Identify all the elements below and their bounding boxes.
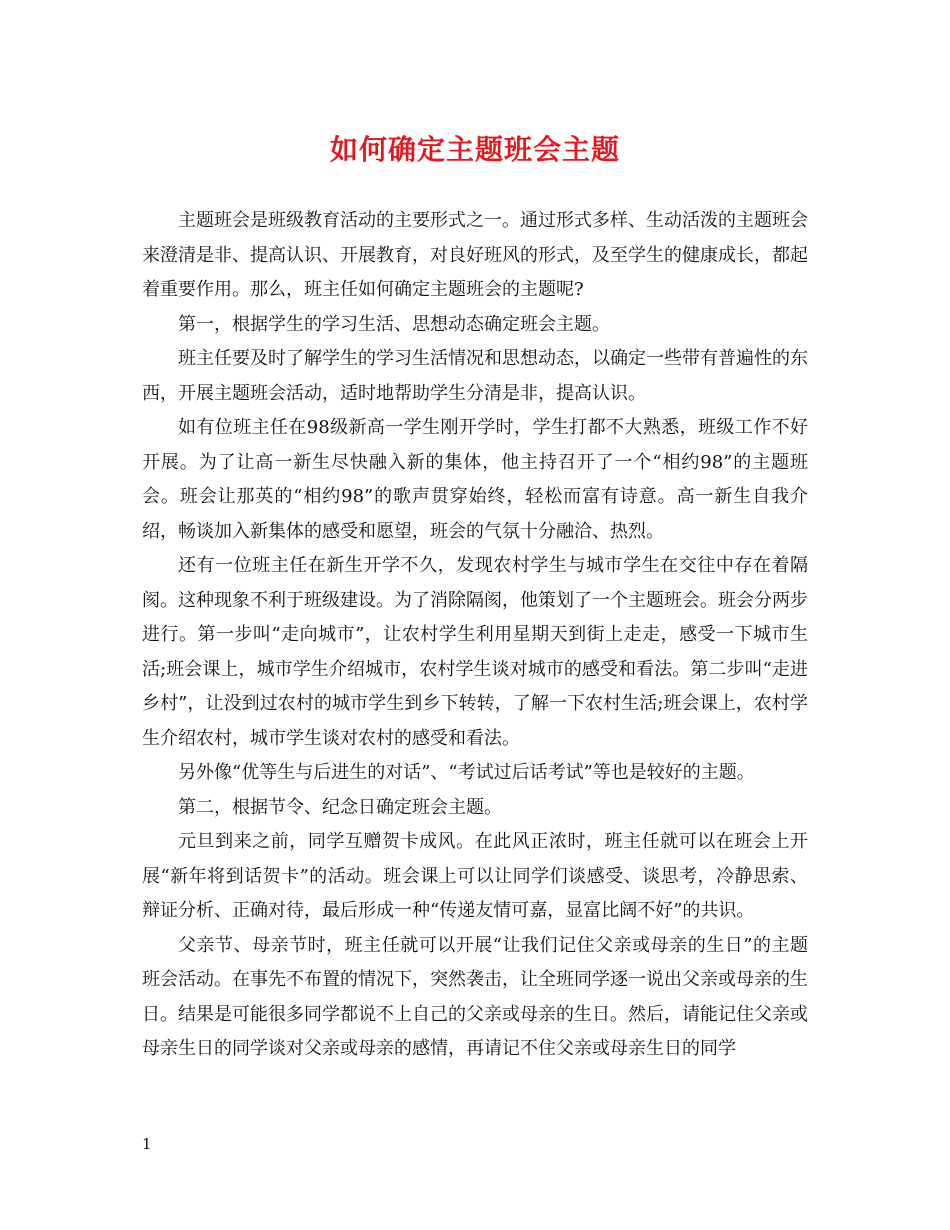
paragraph-other-topics: 另外像“优等生与后进生的对话”、“考试过后话考试”等也是较好的主题。 — [178, 762, 755, 783]
paragraph-example-1998: 如有位班主任在98级新高一学生刚开学时，学生打都不大熟悉，班级工作不好开展。为了让高一新生尽快融入新的集体，他主持召开了一个“相约98”的主题班会。班会让那英的“相约98”的歌声贯穿始终，轻松而富有诗意。高一新生自我介绍，畅谈加入新集体的感受和愿望，班会的气氛十分融洽、热烈。 — [142, 417, 808, 542]
paragraph-intro: 主题班会是班级教育活动的主要形式之一。通过形式多样、生动活泼的主题班会来澄清是非、提高认识、开展教育，对良好班风的形式，及至学生的健康成长，都起着重要作用。那么，班主任如何确定主题班会的主题呢? — [142, 210, 808, 300]
paragraph-new-year-cards: 元旦到来之前，同学互赠贺卡成风。在此风正浓时，班主任就可以在班会上开展“新年将到话贺卡”的活动。班会课上可以让同学们谈感受、谈思考，冷静思索、辩证分析、正确对待，最后形成一种“传递友情可嘉，显富比阔不好”的共识。 — [142, 831, 808, 921]
document-body — [142, 204, 808, 1067]
document-title: 如何确定主题班会主题 — [329, 133, 620, 166]
paragraph-point-two-heading: 第二，根据节令、纪念日确定班会主题。 — [178, 796, 502, 818]
paragraph-example-city-village: 还有一位班主任在新生开学不久，发现农村学生与城市学生在交往中存在着隔阂。这种现象不利于班级建设。为了消除隔阂，他策划了一个主题班会。班会分两步进行。第一步叫“走向城市”，让农村学生利用星期天到街上走走，感受一下城市生活;班会课上，城市学生介绍城市，农村学生谈对城市的感受和看法。第二步叫“走进乡村”，让没到过农村的城市学生到乡下转转，了解一下农村生活;班会课上，农村学生介绍农村，城市学生谈对农村的感受和看法。 — [142, 555, 808, 749]
paragraph-parents-birthday: 父亲节、母亲节时，班主任就可以开展“让我们记住父亲或母亲的生日”的主题班会活动。在事先不布置的情况下，突然袭击，让全班同学逐一说出父亲或母亲的生日。结果是可能很多同学都说不上自己的父亲或母亲的生日。然后，请能记住父亲或母亲生日的同学谈对父亲或母亲的感情，再请记不住父亲或母亲生日的同学 — [142, 934, 808, 1059]
page-number: 1 — [142, 1135, 152, 1153]
paragraph-point-one-detail: 班主任要及时了解学生的学习生活情况和思想动态，以确定一些带有普遍性的东西，开展主题班会活动，适时地帮助学生分清是非，提高认识。 — [142, 348, 808, 404]
paragraph-point-one-heading: 第一，根据学生的学习生活、思想动态确定班会主题。 — [178, 313, 610, 335]
